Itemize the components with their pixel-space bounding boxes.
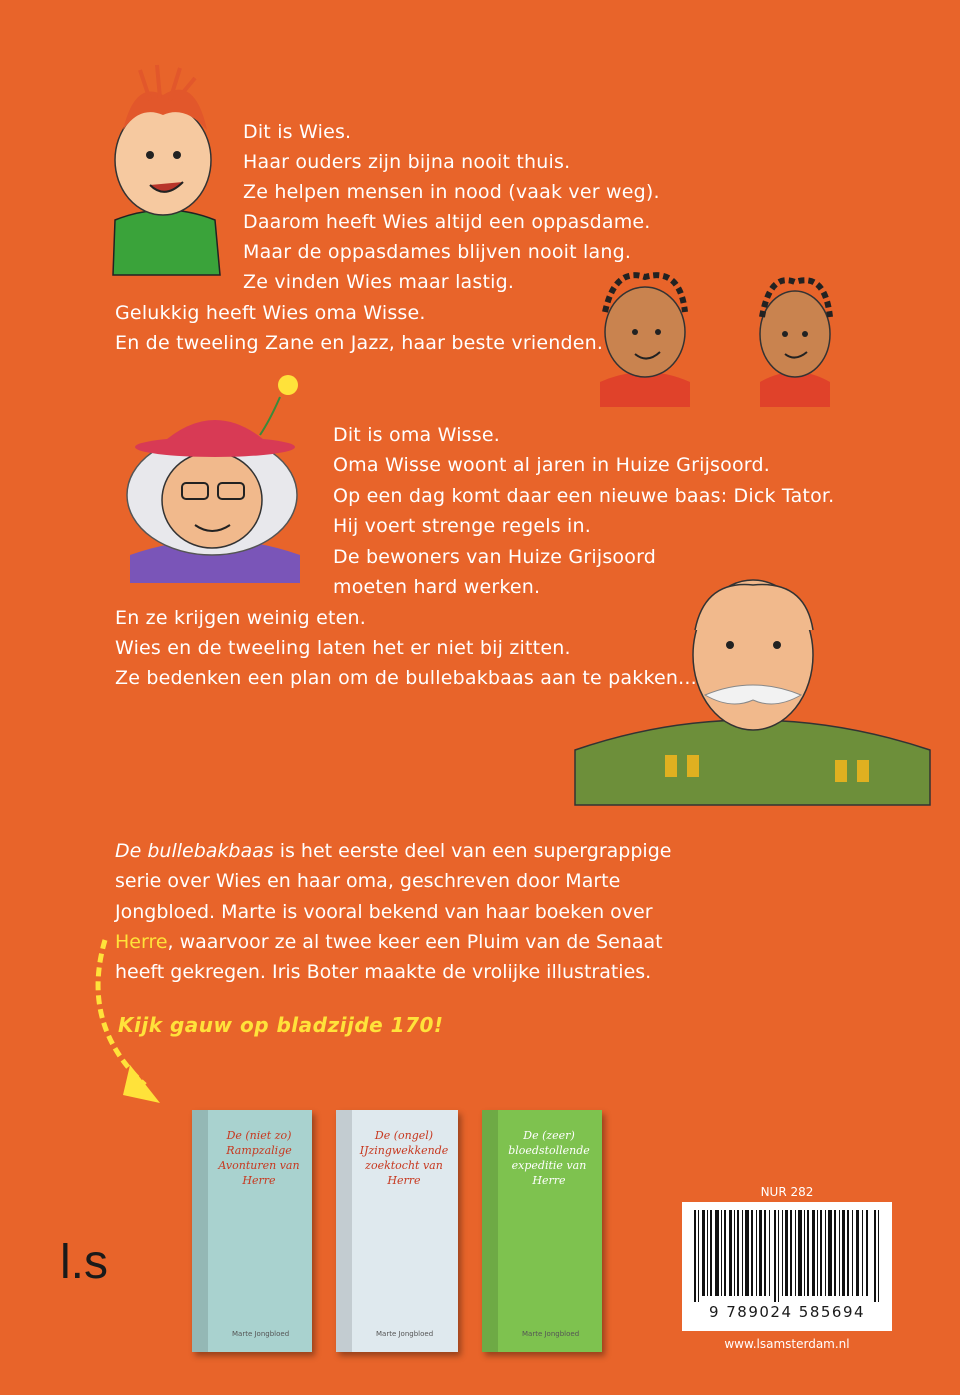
- intro-line: Oma Wisse woont al jaren in Huize Grijsoord.: [333, 454, 770, 476]
- book-author: Marte Jongbloed: [522, 1330, 580, 1338]
- book-author: Marte Jongbloed: [376, 1330, 434, 1338]
- intro-line: Wies en de tweeling laten het er niet bij zitten.: [115, 637, 571, 659]
- intro-line: Haar ouders zijn bijna nooit thuis.: [243, 151, 571, 173]
- book-title: De (ongel) IJzingwekkende zoektocht van Herre: [359, 1129, 449, 1187]
- book-title: De (niet zo) Rampzalige Avonturen van Herre: [218, 1129, 300, 1187]
- book-cover: [192, 1110, 312, 1352]
- intro-line: Gelukkig heeft Wies oma Wisse.: [115, 302, 426, 324]
- intro-line: De bewoners van Huize Grijsoord: [333, 546, 657, 568]
- intro-line: Dit is oma Wisse.: [333, 424, 501, 446]
- promo-text: , waarvoor ze al twee keer een Pluim van de Senaat heeft gekregen. Iris Boter maakte de vrolijke illustraties.: [115, 930, 663, 984]
- wies-illustration: [95, 60, 235, 280]
- book-title-italic: De bullebakbaas: [115, 840, 274, 862]
- promo-paragraph: [115, 836, 675, 987]
- book-title: De (zeer) bloedstollende expeditie van Herre: [508, 1129, 590, 1187]
- barcode-box: [682, 1180, 892, 1355]
- curved-arrow-icon: [75, 935, 185, 1135]
- intro-line: Op een dag komt daar een nieuwe baas: Dick Tator.: [333, 485, 835, 507]
- isbn-number: 9 789024 585694: [708, 1303, 866, 1321]
- intro-line: Maar de oppasdames blijven nooit lang.: [243, 241, 632, 263]
- website-label: www.lsamsterdam.nl: [682, 1331, 892, 1355]
- intro-line: Hij voert strenge regels in.: [333, 515, 592, 537]
- publisher-logo: l.s: [60, 1236, 108, 1289]
- barcode-icon: [694, 1210, 880, 1302]
- intro-line: Ze vinden Wies maar lastig.: [243, 271, 515, 293]
- intro-line: En ze krijgen weinig eten.: [115, 607, 367, 629]
- promo-text: is het eerste deel van een supergrappige serie over Wies en haar oma, geschreven door Marte Jongbloed. Marte is vooral bekend van haar boeken over: [115, 840, 672, 923]
- book-cover: [336, 1110, 458, 1352]
- oma-wisse-illustration: [100, 365, 330, 585]
- intro-line: Ze helpen mensen in nood (vaak ver weg).: [243, 181, 660, 203]
- intro-line: Ze bedenken een plan om de bullebakbaas aan te pakken...: [115, 667, 697, 689]
- intro-line: moeten hard werken.: [333, 576, 541, 598]
- herre-highlight: Herre: [115, 930, 168, 953]
- twins-illustration: [590, 262, 840, 412]
- nur-label: NUR 282: [682, 1180, 892, 1202]
- book-author: Marte Jongbloed: [232, 1330, 290, 1338]
- intro-line: En de tweeling Zane en Jazz, haar beste vrienden.: [115, 332, 604, 354]
- intro-line: Dit is Wies.: [243, 121, 352, 143]
- intro-line: Daarom heeft Wies altijd een oppasdame.: [243, 211, 651, 233]
- page-callout: Kijk gauw op bladzijde 170!: [118, 1013, 444, 1037]
- book-cover: [482, 1110, 602, 1352]
